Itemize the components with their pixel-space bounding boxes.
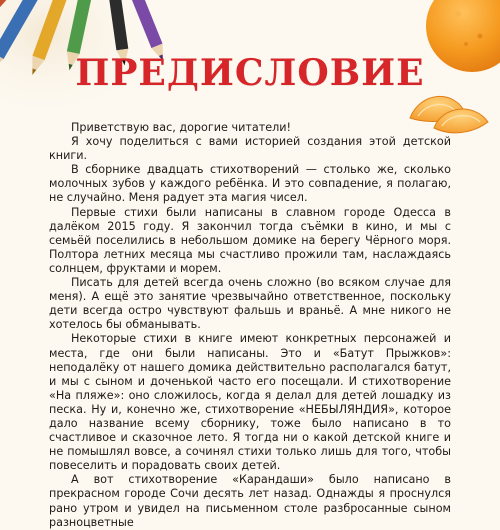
preface-text bbox=[49, 121, 451, 530]
paragraph: В сборнике двадцать стихотворений — столько же, сколько молочных зубов у каждого ребёнка. И это совпадение, я полагаю, не случайно. Меня радует эта магия чисел. bbox=[49, 163, 451, 205]
page-title: ПРЕДИСЛОВИЕ bbox=[75, 52, 425, 94]
paragraph: Писать для детей всегда очень сложно (во всяком случае для меня). А ещё это занятие чрезвычайно ответственное, поскольку дети всегда остро чувствуют фальшь и враньё. А мне никого не хотелось бы обманывать. bbox=[49, 276, 451, 332]
paragraph: Я хочу поделиться с вами историей создания этой детской книги. bbox=[49, 135, 451, 163]
paragraph: Приветствую вас, дорогие читатели! bbox=[71, 121, 292, 134]
paragraph: А вот стихотворение «Карандаши» было написано в прекрасном городе Сочи десять лет назад. Однажды я проснулся рано утром и увидел на письменном столе разбросанные сыном разноцветные bbox=[49, 473, 451, 529]
paragraph: Некоторые стихи в книге имеют конкретных персонажей и места, где они были написаны. Это и «Батут Прыжков»: неподалёку от нашего домика действительно располагался батут, и мы с сыном и доченькой часто его посещали. И стихотворение «На пляже»: оно сложилось, когда я делал для детей лошадку из песка. Ну и, конечно же, стихотворение «НЕБЫЛЯНДИЯ», которое дало название всему сборнику, тоже было написано в то счастливое и сказочное лето. Я тогда ни о какой детской книге и не помышлял вовсе, а сочинял стихи только лишь для того, чтобы повеселить и порадовать своих детей. bbox=[49, 332, 451, 473]
paragraph: Первые стихи были написаны в славном городе Одесса в далёком 2015 году. Я закончил тогда съёмки в кино, и мы с семьёй поселились в небольшом домике на берегу Чёрного моря. Полтора летних месяца мы счастливо прожили там, наслаждаясь солнцем, фруктами и морем. bbox=[49, 205, 451, 275]
